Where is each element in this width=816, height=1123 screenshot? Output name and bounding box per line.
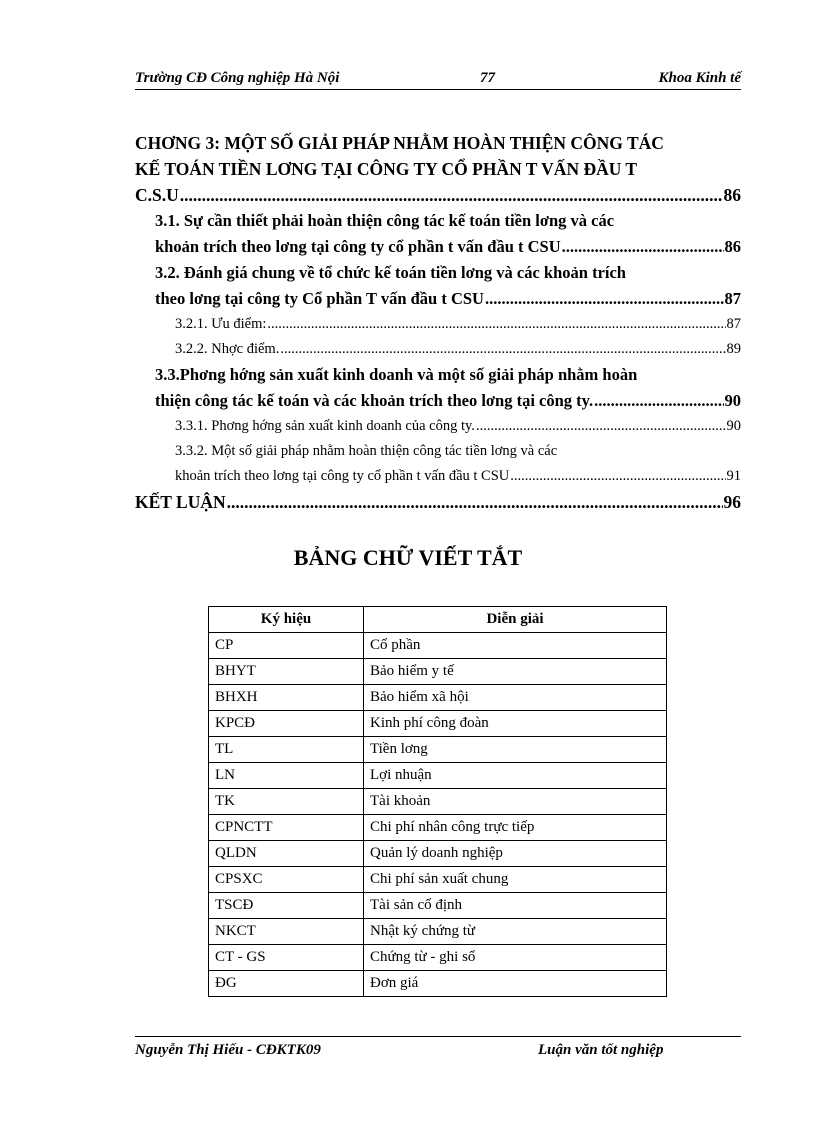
toc-entry-text: khoản trích theo lơng tại công ty cổ phần t vấn đầu t CSU: [155, 237, 561, 256]
abbr-symbol: BHXH: [209, 685, 364, 711]
abbr-meaning: Lợi nhuận: [364, 763, 667, 789]
abbr-meaning: Cổ phần: [364, 633, 667, 659]
toc-chapter-line1[interactable]: CHƠNG 3: MỘT SỐ GIẢI PHÁP NHẰM HOÀN THIỆN CÔNG TÁC: [135, 133, 664, 153]
abbr-meaning: Nhật ký chứng từ: [364, 919, 667, 945]
abbr-symbol: CPSXC: [209, 867, 364, 893]
table-row: [209, 633, 667, 659]
toc-entry-text: 3.3.1. Phơng hớng sản xuất kinh doanh của công ty.: [175, 418, 475, 434]
toc-entry-text: thiện công tác kế toán và các khoản trích theo lơng tại công ty.: [155, 391, 594, 410]
toc-s33-line1[interactable]: 3.3.Phơng hớng sản xuất kinh doanh và một số giải pháp nhằm hoàn: [155, 365, 638, 384]
toc-s33-line2[interactable]: [135, 388, 741, 414]
toc-page-number: 89: [726, 341, 741, 357]
abbr-symbol: ĐG: [209, 971, 364, 997]
table-of-contents: [135, 130, 741, 515]
toc-leader: [594, 388, 723, 414]
toc-s331[interactable]: [135, 414, 741, 439]
abbr-symbol: LN: [209, 763, 364, 789]
abbr-symbol: QLDN: [209, 841, 364, 867]
table-row: [209, 789, 667, 815]
toc-leader: [562, 234, 724, 260]
footer-author: Nguyễn Thị Hiếu - CĐKTK09: [135, 1042, 321, 1058]
table-row: [209, 711, 667, 737]
table-row: [209, 737, 667, 763]
toc-conclusion[interactable]: [135, 489, 741, 515]
toc-page-number: 87: [726, 316, 741, 332]
toc-chapter-line2[interactable]: KẾ TOÁN TIỀN LƠNG TẠI CÔNG TY CỔ PHẦN T VẤN ĐẦU T: [135, 159, 638, 179]
toc-leader: [180, 182, 723, 208]
table-row: [209, 945, 667, 971]
toc-page-number: 90: [724, 391, 741, 410]
abbr-meaning: Quản lý doanh nghiệp: [364, 841, 667, 867]
column-header-symbol: Ký hiệu: [209, 607, 364, 633]
header-school: Trường CĐ Công nghiệp Hà Nội: [135, 70, 340, 86]
toc-page-number: 91: [726, 468, 741, 484]
toc-entry-text: theo lơng tại công ty Cổ phần T vấn đầu t CSU: [155, 289, 484, 308]
toc-leader: [476, 414, 726, 439]
abbr-meaning: Chi phí sản xuất chung: [364, 867, 667, 893]
abbr-symbol: TSCĐ: [209, 893, 364, 919]
table-row: [209, 919, 667, 945]
toc-leader: [280, 337, 725, 362]
table-row: [209, 659, 667, 685]
toc-s32-line1[interactable]: 3.2. Đánh giá chung về tổ chức kế toán tiền lơng và các khoản trích: [155, 263, 626, 282]
footer-rule: [135, 1036, 741, 1037]
abbr-symbol: NKCT: [209, 919, 364, 945]
toc-entry-text: 3.2.2. Nhợc điểm.: [175, 341, 280, 357]
abbr-meaning: Tiền lơng: [364, 737, 667, 763]
table-row: [209, 867, 667, 893]
toc-leader: [267, 312, 725, 337]
abbr-symbol: CPNCTT: [209, 815, 364, 841]
abbr-meaning: Chứng từ - ghi sổ: [364, 945, 667, 971]
abbr-symbol: TL: [209, 737, 364, 763]
toc-s31-line2[interactable]: [135, 234, 741, 260]
toc-s31-line1[interactable]: 3.1. Sự cần thiết phải hoàn thiện công tác kế toán tiền lơng và các: [155, 211, 615, 230]
table-row: [209, 815, 667, 841]
toc-page-number: 87: [724, 289, 741, 308]
table-row: [209, 893, 667, 919]
toc-s332-line2[interactable]: [135, 464, 741, 489]
abbr-symbol: BHYT: [209, 659, 364, 685]
abbreviations-title: BẢNG CHỮ VIẾT TẮT: [293, 545, 523, 570]
toc-entry-text: khoản trích theo lơng tại công ty cổ phần t vấn đầu t CSU: [175, 468, 510, 484]
table-header-row: [209, 607, 667, 633]
abbr-meaning: Bảo hiểm y tế: [364, 659, 667, 685]
abbr-symbol: KPCĐ: [209, 711, 364, 737]
table-row: [209, 841, 667, 867]
page-footer: [135, 1036, 741, 1060]
toc-page-number: 86: [724, 237, 741, 256]
toc-s321[interactable]: [135, 312, 741, 337]
header-faculty: Khoa Kinh tế: [658, 70, 741, 86]
abbreviations-table: [208, 606, 667, 997]
toc-s32-line2[interactable]: [135, 286, 741, 312]
header-rule: [135, 89, 741, 90]
toc-entry-text: KẾT LUẬN: [135, 492, 226, 512]
toc-page-number: 90: [726, 418, 741, 434]
column-header-meaning: Diễn giải: [364, 607, 667, 633]
header-page-number: 77: [480, 70, 495, 86]
toc-entry-text: 3.2.1. Ưu điểm:: [175, 316, 267, 332]
abbr-meaning: Chi phí nhân công trực tiếp: [364, 815, 667, 841]
footer-document-type: Luận văn tốt nghiệp: [538, 1042, 664, 1058]
abbr-meaning: Tài khoản: [364, 789, 667, 815]
toc-page-number: 96: [723, 492, 741, 512]
abbr-meaning: Kinh phí công đoàn: [364, 711, 667, 737]
abbr-symbol: TK: [209, 789, 364, 815]
table-row: [209, 685, 667, 711]
toc-s322[interactable]: [135, 337, 741, 362]
abbr-symbol: CT - GS: [209, 945, 364, 971]
abbr-meaning: Bảo hiểm xã hội: [364, 685, 667, 711]
toc-leader: [510, 464, 725, 489]
toc-entry-text: C.S.U: [135, 185, 179, 205]
toc-leader: [485, 286, 724, 312]
page-header: [135, 70, 741, 92]
toc-s332-line1[interactable]: 3.3.2. Một số giải pháp nhằm hoàn thiện công tác tiền lơng và các: [175, 443, 558, 459]
table-row: [209, 763, 667, 789]
abbr-meaning: Đơn giá: [364, 971, 667, 997]
toc-leader: [227, 489, 723, 515]
toc-chapter-line3[interactable]: [135, 182, 741, 208]
table-row: [209, 971, 667, 997]
toc-page-number: 86: [723, 185, 741, 205]
abbr-symbol: CP: [209, 633, 364, 659]
abbr-meaning: Tài sản cố định: [364, 893, 667, 919]
